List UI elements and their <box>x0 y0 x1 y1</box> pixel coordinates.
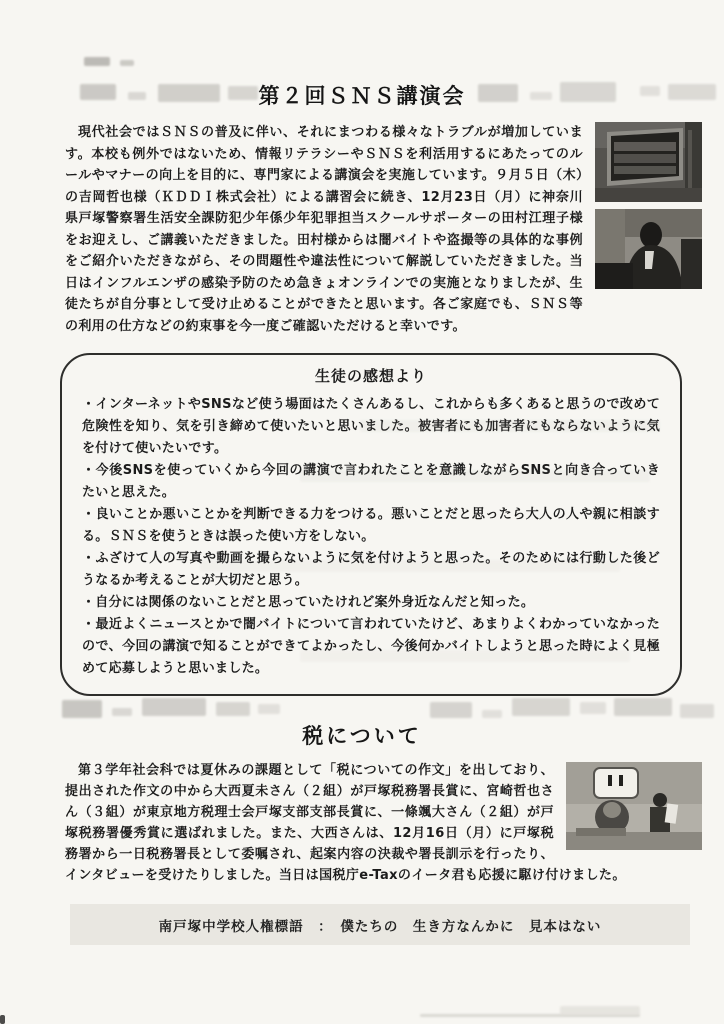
tax-paragraph: 第３学年社会科では夏休みの課題として「税についての作文」を出しており、提出された作文の中から大西夏未さん（２組）が戸塚税務署長賞に、宮崎哲也さん（３組）が東京地方税理士会戸塚支部支部長賞に、一條颯大さん（２組）が戸塚税務署優秀賞に選ばれました。また、大西さんは、12月16日（月）に戸塚税務署から一日税務署長として委嘱され、起案内容の決裁や署長訓示を行ったり、インタビューを受けたりしました。当日は国税庁e-Taxのイータ君も応援に駆け付けました。 <box>65 763 626 883</box>
tax-section-title: 税について <box>302 724 422 748</box>
corner-mark <box>0 1015 5 1024</box>
photo-column <box>595 122 702 296</box>
online-lecture-person-photo <box>595 209 702 289</box>
bleed-smudge <box>258 704 280 714</box>
bleed-smudge <box>300 470 650 482</box>
bleed-smudge <box>512 698 570 716</box>
student-comment: ・良いことか悪いことかを判断できる力をつける。悪いことだと思ったら大人の人や親に相談する。ＳＮＳを使うときは誤った使い方をしない。 <box>82 507 660 544</box>
student-comment: ・最近よくニュースとかで闇バイトについて言われていたけど、あまりよくわかっていなかったので、今回の講演で知ることができてよかったし、今後何かバイトしようと思った時によく見極めて応募しようと思いました。 <box>82 617 660 676</box>
tax-article <box>65 760 702 886</box>
bleed-smudge <box>300 650 630 662</box>
bleed-smudge <box>112 708 132 716</box>
student-comments-box <box>60 353 682 696</box>
etax-mascot-photo <box>566 762 702 850</box>
bleed-smudge <box>200 560 620 572</box>
bleed-smudge <box>216 702 250 716</box>
bleed-smudge <box>680 704 714 718</box>
student-comment: ・ふざけて人の写真や動画を撮らないように気を付けようと思った。そのためには行動した後どうなるか考えることが大切だと思う。 <box>82 551 660 588</box>
sns-article <box>65 122 702 337</box>
slogan-text: 南戸塚中学校人権標語 ： 僕たちの 生き方なんかに 見本はない <box>158 918 602 935</box>
bleed-smudge <box>560 1006 640 1015</box>
student-comment: ・インターネットやSNSなど使う場面はたくさんあるし、これからも多くあると思うので改めて危険性を知り、気を引き締めて使いたいと思いました。被害者にも加害者にもならないように気を付けて使いたいです。 <box>82 397 660 456</box>
bleed-smudge <box>62 700 102 718</box>
bleed-smudge <box>360 420 660 432</box>
bleed-smudge <box>482 710 502 718</box>
bleed-smudge <box>430 702 472 718</box>
student-comment: ・自分には関係のないことだと思っていたけれど案外身近なんだと知った。 <box>82 595 535 610</box>
student-comment: ・今後SNSを使っていくから今回の講演で言われたことを意識しながらSNSと向き合っていきたいと思えた。 <box>82 463 660 500</box>
bleed-smudge <box>580 702 606 714</box>
page-title: 第２回ＳＮＳ講演会 <box>258 84 466 108</box>
sns-paragraph: 現代社会ではＳＮＳの普及に伴い、それにまつわる様々なトラブルが増加しています。本校も例外ではないため、情報リテラシーやＳＮＳを利活用するにあたってのルールやマナーの向上を目的に、専門家による講演会を実施しています。９月５日（木）の吉岡哲也様（ＫＤＤＩ株式会社）による講習会に続き、12月23日（月）に神奈川県戸塚警察署生活安全課防犯少年係少年犯罪担当スクールサポーターの田村江理子様をお迎えし、ご講義いただきました。田村様からは闇バイトや盗撮等の具体的な事例をご紹介いただきながら、その問題性や違法性について解説していただきました。当日はインフルエンザの感染予防のため急きょオンラインでの実施となりましたが、生徒たちが自分事として受け止めることができたと思います。各ご家庭でも、ＳＮＳ等の利用の仕方などの約束事を今一度ご確認いただけると幸いです。 <box>65 125 583 334</box>
slogan-strip <box>70 904 690 945</box>
comments-box-title: 生徒の感想より <box>314 367 427 385</box>
bleed-smudge <box>614 698 672 716</box>
bleed-smudge <box>142 698 206 716</box>
lecture-display-board-photo <box>595 122 702 202</box>
